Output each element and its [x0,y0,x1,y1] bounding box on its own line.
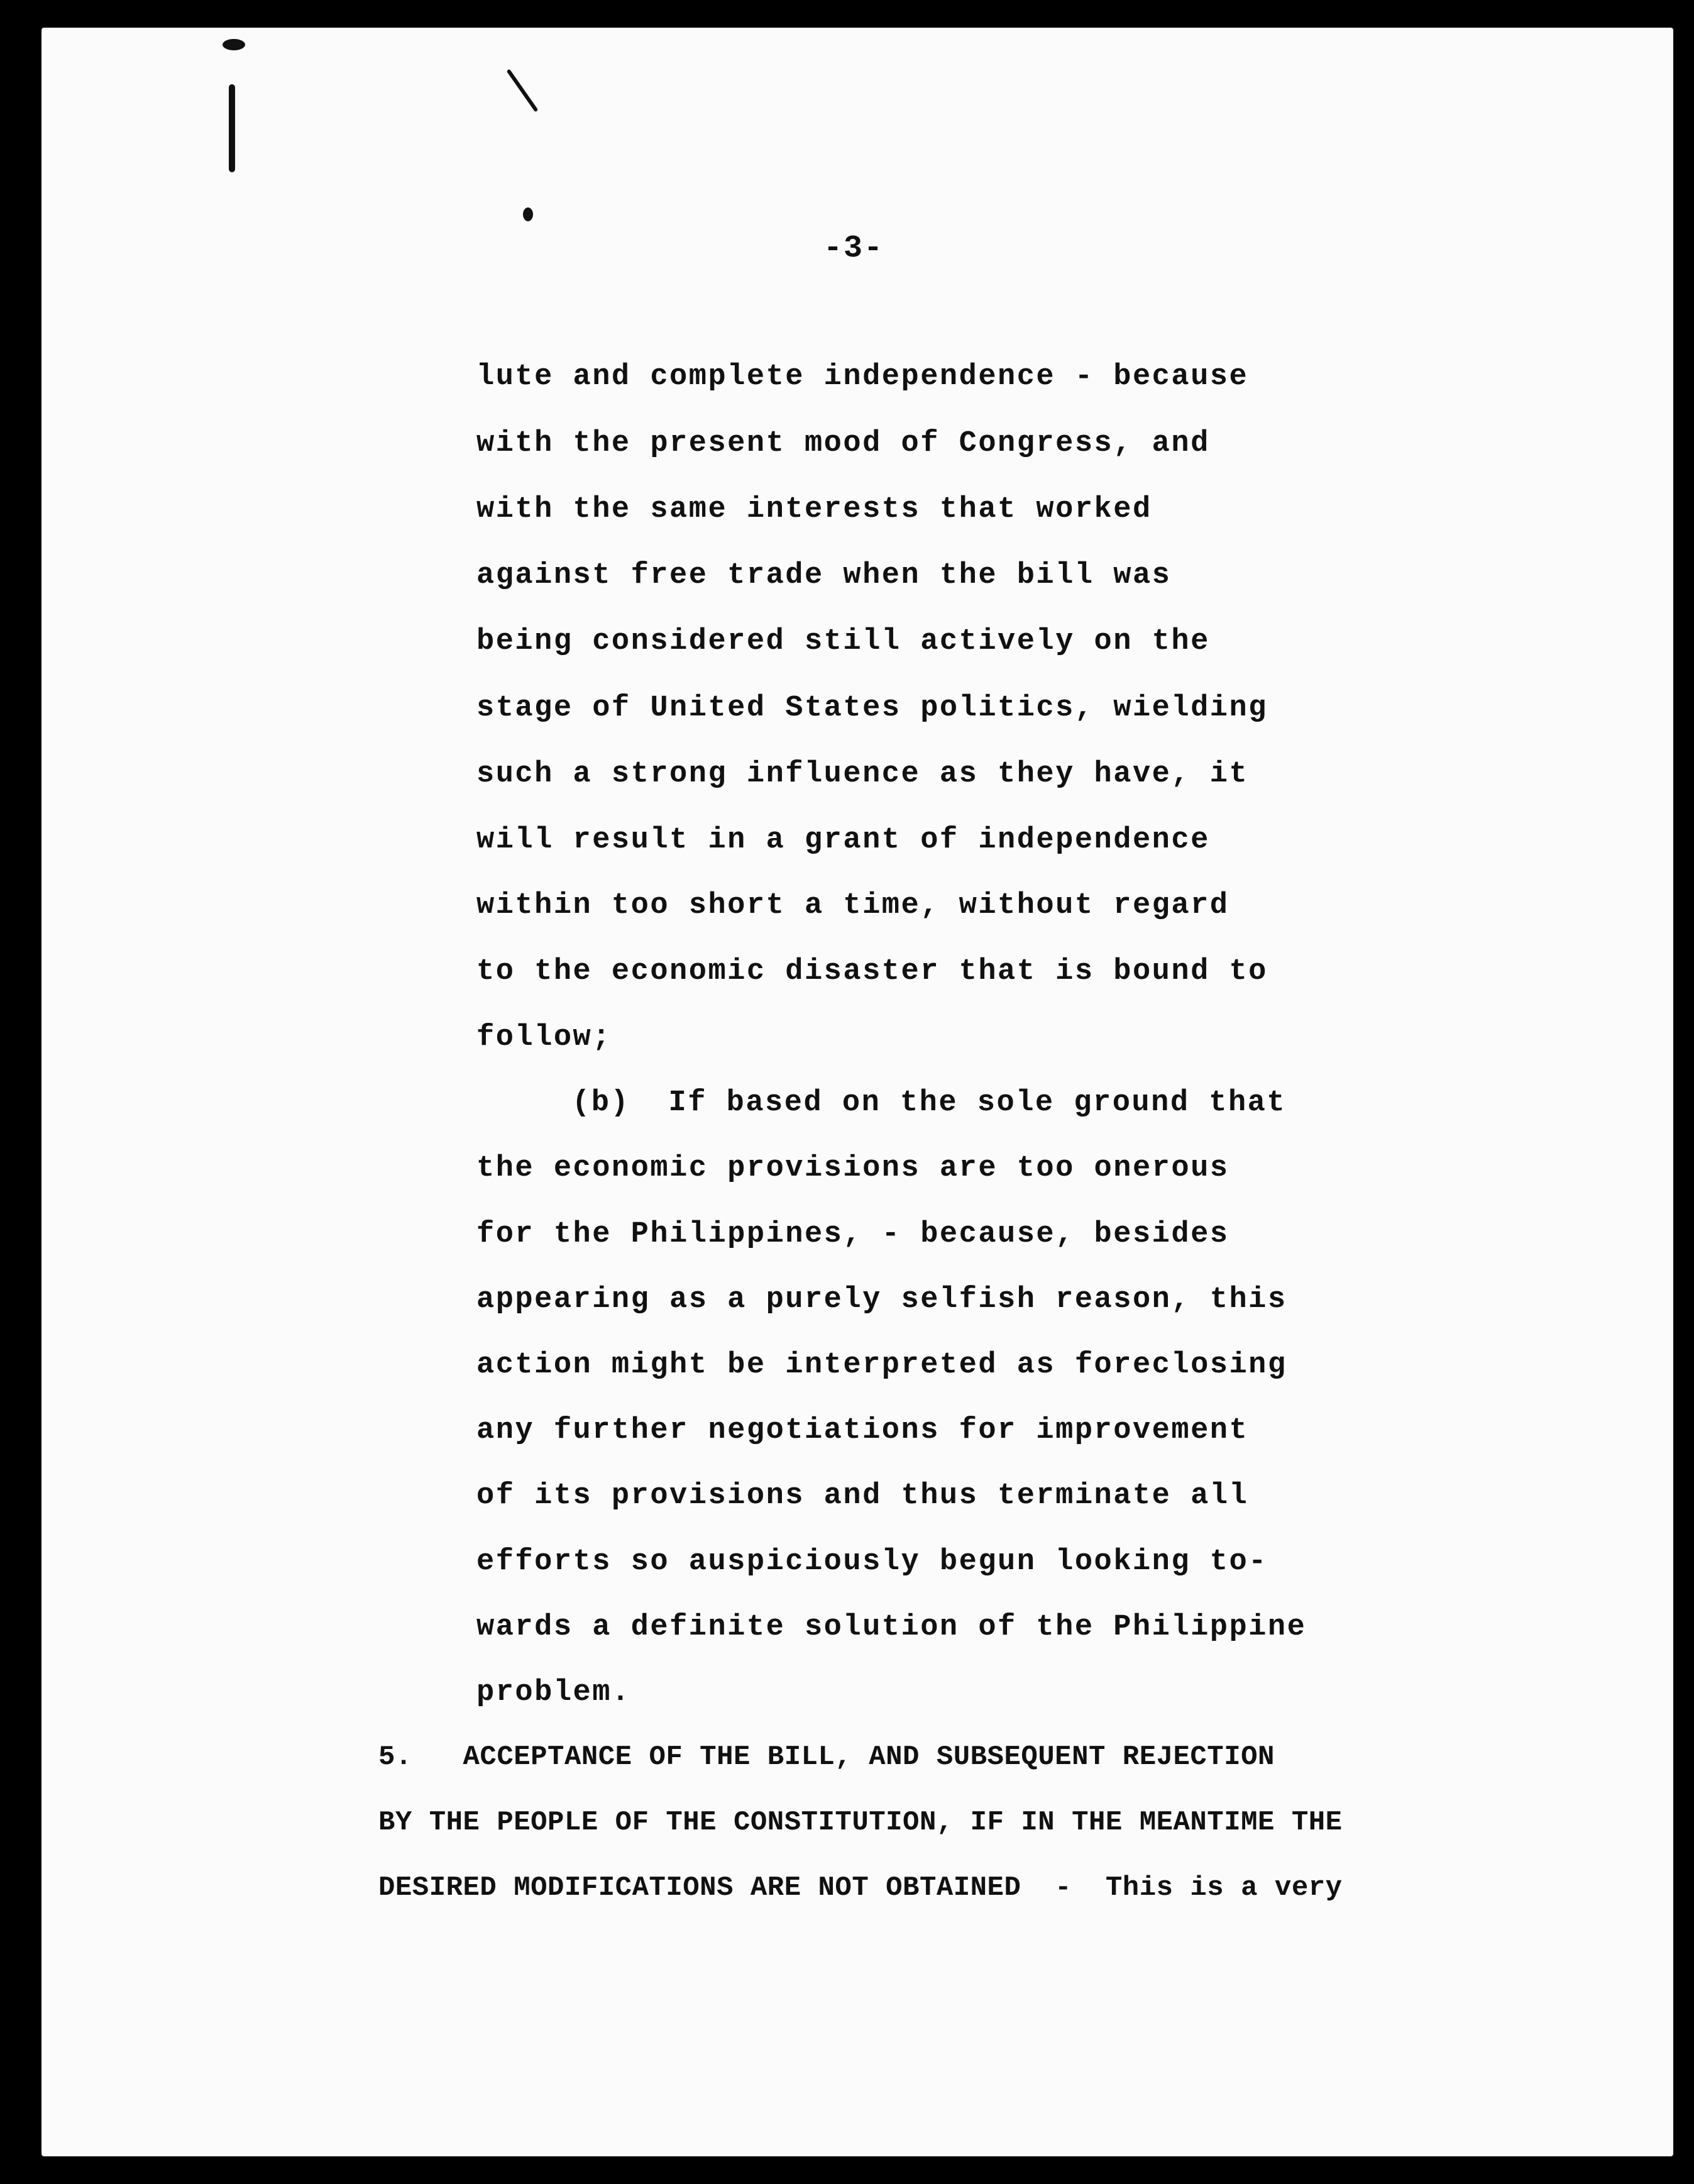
text-line: with the present mood of Congress, and [476,427,1210,460]
text-line: against free trade when the bill was [476,559,1172,592]
text-line: within too short a time, without regard [476,889,1229,922]
text-line: action might be interpreted as foreclosing [476,1348,1287,1382]
text-line: such a strong influence as they have, it [476,758,1249,791]
text-line: will result in a grant of independence [476,824,1210,857]
text-line: (b) If based on the sole ground that [572,1086,1287,1120]
text-line: efforts so auspiciously begun looking to- [476,1545,1268,1579]
text-line: for the Philippines, - because, besides [476,1218,1229,1251]
section-heading-line: 5. ACCEPTANCE OF THE BILL, AND SUBSEQUENT REJECTION [378,1741,1275,1773]
section-heading-line: BY THE PEOPLE OF THE CONSTITUTION, IF IN THE MEANTIME THE [378,1807,1343,1838]
text-line: with the same interests that worked [476,493,1152,526]
ink-mark [223,39,245,50]
text-line: appearing as a purely selfish reason, this [476,1283,1287,1316]
ink-mark [523,207,533,221]
text-line: being considered still actively on the [476,625,1210,658]
ink-mark [229,84,235,172]
text-line: stage of United States politics, wielding [476,692,1268,725]
text-line: follow; [476,1021,612,1054]
text-line: to the economic disaster that is bound to [476,955,1268,988]
text-line: the economic provisions are too onerous [476,1152,1229,1185]
text-line: problem. [476,1676,631,1709]
text-line: of its provisions and thus terminate all [476,1479,1249,1513]
page-number: -3- [823,231,884,267]
text-line: lute and complete independence - because [476,360,1249,394]
section-heading-line: DESIRED MODIFICATIONS ARE NOT OBTAINED - This is a very [378,1872,1343,1904]
text-line: wards a definite solution of the Philippine [476,1611,1307,1644]
ink-mark [507,69,539,113]
text-line: any further negotiations for improvement [476,1414,1249,1447]
